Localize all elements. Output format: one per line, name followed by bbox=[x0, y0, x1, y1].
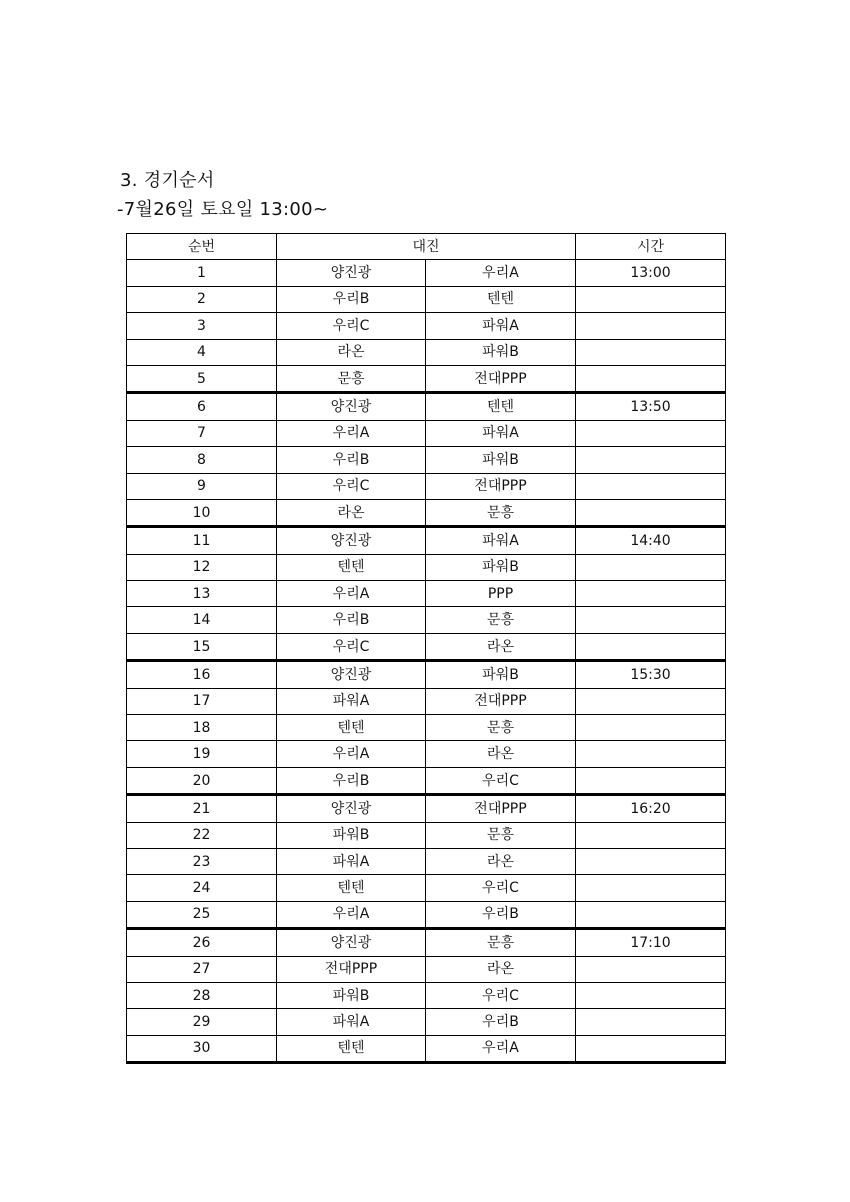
time-cell bbox=[576, 1035, 726, 1062]
team2-cell: 파워B bbox=[426, 554, 576, 580]
table-row bbox=[127, 339, 726, 365]
team2-cell: 파워B bbox=[426, 661, 576, 688]
table-row bbox=[127, 554, 726, 580]
order-cell: 8 bbox=[127, 447, 277, 473]
table-row bbox=[127, 581, 726, 607]
table-row bbox=[127, 929, 726, 956]
team1-cell: 우리B bbox=[277, 607, 426, 633]
order-cell: 6 bbox=[127, 393, 277, 420]
team1-cell: 라온 bbox=[277, 339, 426, 365]
order-cell: 3 bbox=[127, 313, 277, 339]
table-row bbox=[127, 661, 726, 688]
team1-cell: 우리A bbox=[277, 901, 426, 928]
time-cell bbox=[576, 499, 726, 526]
time-cell bbox=[576, 767, 726, 794]
table-row bbox=[127, 1009, 726, 1035]
order-cell: 14 bbox=[127, 607, 277, 633]
order-cell: 21 bbox=[127, 795, 277, 822]
team1-cell: 텐텐 bbox=[277, 715, 426, 741]
order-cell: 9 bbox=[127, 473, 277, 499]
team1-cell: 우리C bbox=[277, 633, 426, 660]
team1-cell: 우리C bbox=[277, 473, 426, 499]
order-cell: 13 bbox=[127, 581, 277, 607]
team1-cell: 파워B bbox=[277, 982, 426, 1008]
table-row bbox=[127, 420, 726, 446]
header-time: 시간 bbox=[576, 234, 726, 260]
order-cell: 24 bbox=[127, 875, 277, 901]
order-cell: 7 bbox=[127, 420, 277, 446]
time-cell: 14:40 bbox=[576, 527, 726, 554]
team1-cell: 양진광 bbox=[277, 393, 426, 420]
team2-cell: 우리C bbox=[426, 982, 576, 1008]
team2-cell: 파워B bbox=[426, 447, 576, 473]
table-row bbox=[127, 1035, 726, 1062]
time-cell: 17:10 bbox=[576, 929, 726, 956]
team2-cell: 전대PPP bbox=[426, 473, 576, 499]
time-cell bbox=[576, 715, 726, 741]
time-cell bbox=[576, 688, 726, 714]
table-row bbox=[127, 365, 726, 392]
time-cell bbox=[576, 420, 726, 446]
time-cell: 13:00 bbox=[576, 260, 726, 286]
team1-cell: 양진광 bbox=[277, 795, 426, 822]
table-row bbox=[127, 901, 726, 928]
table-row bbox=[127, 499, 726, 526]
team1-cell: 우리A bbox=[277, 420, 426, 446]
order-cell: 12 bbox=[127, 554, 277, 580]
team2-cell: 우리A bbox=[426, 1035, 576, 1062]
team1-cell: 파워A bbox=[277, 848, 426, 874]
time-cell bbox=[576, 822, 726, 848]
date-subheading: -7월26일 토요일 13:00~ bbox=[117, 199, 329, 220]
team2-cell: 파워A bbox=[426, 527, 576, 554]
time-cell bbox=[576, 473, 726, 499]
team1-cell: 우리B bbox=[277, 767, 426, 794]
team2-cell: 파워A bbox=[426, 420, 576, 446]
match-schedule-table bbox=[126, 233, 726, 1064]
order-cell: 16 bbox=[127, 661, 277, 688]
table-header-row bbox=[127, 234, 726, 260]
team2-cell: 우리C bbox=[426, 767, 576, 794]
time-cell bbox=[576, 1009, 726, 1035]
team1-cell: 파워B bbox=[277, 822, 426, 848]
team2-cell: 라온 bbox=[426, 848, 576, 874]
schedule-body bbox=[127, 260, 726, 1063]
table-row bbox=[127, 822, 726, 848]
team1-cell: 양진광 bbox=[277, 661, 426, 688]
team1-cell: 우리C bbox=[277, 313, 426, 339]
team2-cell: 라온 bbox=[426, 633, 576, 660]
order-cell: 10 bbox=[127, 499, 277, 526]
table-row bbox=[127, 260, 726, 286]
time-cell bbox=[576, 741, 726, 767]
time-cell: 13:50 bbox=[576, 393, 726, 420]
order-cell: 5 bbox=[127, 365, 277, 392]
table-row bbox=[127, 956, 726, 982]
team2-cell: 라온 bbox=[426, 741, 576, 767]
team1-cell: 우리A bbox=[277, 741, 426, 767]
order-cell: 19 bbox=[127, 741, 277, 767]
order-cell: 4 bbox=[127, 339, 277, 365]
team2-cell: 파워B bbox=[426, 339, 576, 365]
header-order: 순번 bbox=[127, 234, 277, 260]
table-row bbox=[127, 875, 726, 901]
header-match: 대진 bbox=[277, 234, 576, 260]
team1-cell: 텐텐 bbox=[277, 875, 426, 901]
table-row bbox=[127, 313, 726, 339]
team2-cell: 문흥 bbox=[426, 607, 576, 633]
team2-cell: 문흥 bbox=[426, 929, 576, 956]
table-row bbox=[127, 633, 726, 660]
order-cell: 22 bbox=[127, 822, 277, 848]
team2-cell: PPP bbox=[426, 581, 576, 607]
table-row bbox=[127, 527, 726, 554]
order-cell: 28 bbox=[127, 982, 277, 1008]
team2-cell: 파워A bbox=[426, 313, 576, 339]
time-cell bbox=[576, 982, 726, 1008]
team2-cell: 문흥 bbox=[426, 499, 576, 526]
team1-cell: 양진광 bbox=[277, 527, 426, 554]
team2-cell: 우리B bbox=[426, 1009, 576, 1035]
time-cell bbox=[576, 554, 726, 580]
time-cell: 16:20 bbox=[576, 795, 726, 822]
time-cell bbox=[576, 633, 726, 660]
time-cell bbox=[576, 607, 726, 633]
team1-cell: 전대PPP bbox=[277, 956, 426, 982]
table-row bbox=[127, 715, 726, 741]
time-cell bbox=[576, 875, 726, 901]
team1-cell: 파워A bbox=[277, 1009, 426, 1035]
team2-cell: 전대PPP bbox=[426, 365, 576, 392]
table-row bbox=[127, 982, 726, 1008]
order-cell: 27 bbox=[127, 956, 277, 982]
order-cell: 11 bbox=[127, 527, 277, 554]
team1-cell: 라온 bbox=[277, 499, 426, 526]
team1-cell: 우리B bbox=[277, 286, 426, 312]
order-cell: 15 bbox=[127, 633, 277, 660]
team1-cell: 양진광 bbox=[277, 260, 426, 286]
order-cell: 30 bbox=[127, 1035, 277, 1062]
team2-cell: 텐텐 bbox=[426, 393, 576, 420]
order-cell: 26 bbox=[127, 929, 277, 956]
team1-cell: 우리B bbox=[277, 447, 426, 473]
team2-cell: 라온 bbox=[426, 956, 576, 982]
time-cell bbox=[576, 581, 726, 607]
table-row bbox=[127, 741, 726, 767]
order-cell: 2 bbox=[127, 286, 277, 312]
time-cell bbox=[576, 447, 726, 473]
table-row bbox=[127, 688, 726, 714]
time-cell bbox=[576, 956, 726, 982]
time-cell: 15:30 bbox=[576, 661, 726, 688]
team2-cell: 문흥 bbox=[426, 715, 576, 741]
team2-cell: 우리C bbox=[426, 875, 576, 901]
order-cell: 20 bbox=[127, 767, 277, 794]
table-row bbox=[127, 447, 726, 473]
order-cell: 29 bbox=[127, 1009, 277, 1035]
order-cell: 23 bbox=[127, 848, 277, 874]
order-cell: 18 bbox=[127, 715, 277, 741]
table-row bbox=[127, 286, 726, 312]
time-cell bbox=[576, 339, 726, 365]
time-cell bbox=[576, 848, 726, 874]
time-cell bbox=[576, 313, 726, 339]
table-row bbox=[127, 393, 726, 420]
order-cell: 1 bbox=[127, 260, 277, 286]
team1-cell: 텐텐 bbox=[277, 554, 426, 580]
team1-cell: 파워A bbox=[277, 688, 426, 714]
time-cell bbox=[576, 286, 726, 312]
order-cell: 17 bbox=[127, 688, 277, 714]
table-row bbox=[127, 473, 726, 499]
time-cell bbox=[576, 901, 726, 928]
team1-cell: 문흥 bbox=[277, 365, 426, 392]
time-cell bbox=[576, 365, 726, 392]
team2-cell: 우리A bbox=[426, 260, 576, 286]
team2-cell: 전대PPP bbox=[426, 688, 576, 714]
table-row bbox=[127, 607, 726, 633]
team1-cell: 양진광 bbox=[277, 929, 426, 956]
table-row bbox=[127, 767, 726, 794]
team2-cell: 문흥 bbox=[426, 822, 576, 848]
section-heading: 3. 경기순서 bbox=[120, 170, 215, 191]
table-row bbox=[127, 795, 726, 822]
table-row bbox=[127, 848, 726, 874]
order-cell: 25 bbox=[127, 901, 277, 928]
team2-cell: 전대PPP bbox=[426, 795, 576, 822]
team1-cell: 텐텐 bbox=[277, 1035, 426, 1062]
team1-cell: 우리A bbox=[277, 581, 426, 607]
team2-cell: 우리B bbox=[426, 901, 576, 928]
team2-cell: 텐텐 bbox=[426, 286, 576, 312]
